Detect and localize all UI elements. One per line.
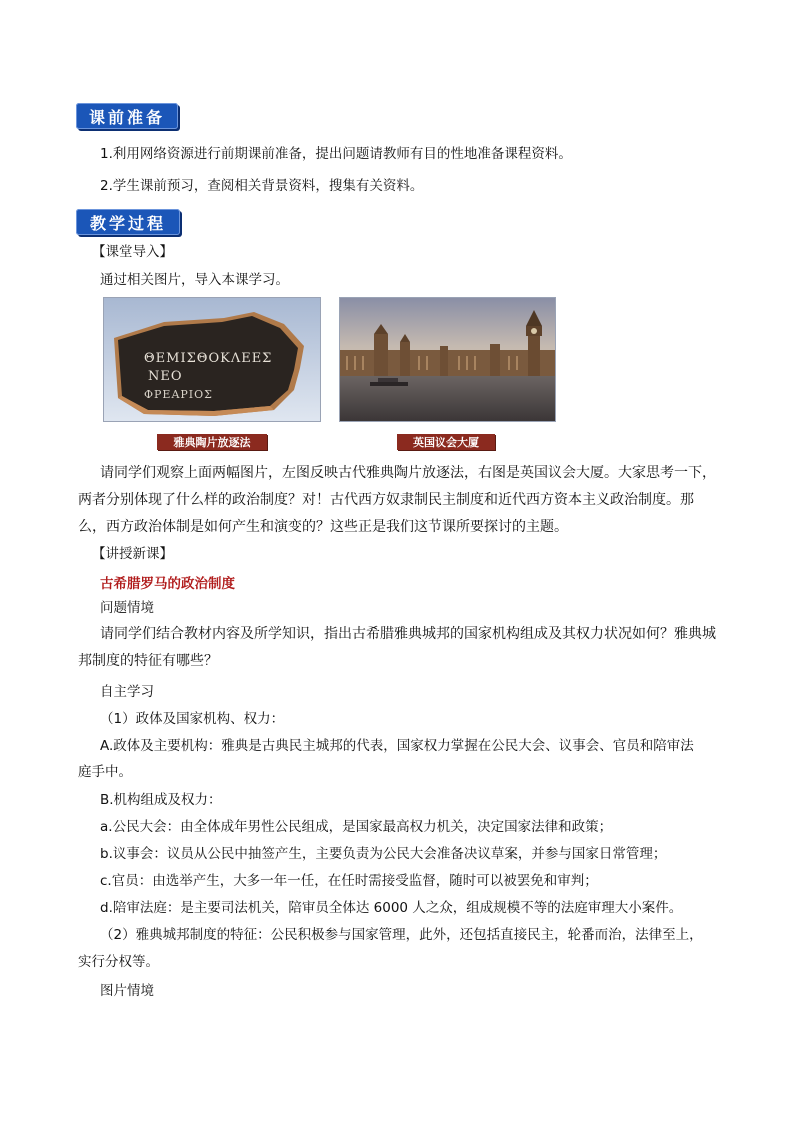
point-b-b: b.议事会：议员从公民中抽签产生，主要负责为公民大会准备决议草案，并参与国家日常管理； [100, 846, 667, 862]
situation-label: 问题情境 [100, 600, 154, 616]
section-badge-process [76, 209, 180, 235]
prep-item-1: 1.利用网络资源进行前期课前准备，提出问题请教师有目的性地准备课程资料。 [100, 146, 572, 162]
intro-heading: 【课堂导入】 [92, 244, 173, 260]
self-study-label: 自主学习 [100, 684, 154, 700]
parliament-image [339, 297, 556, 422]
point-a-line-2: 庭手中。 [78, 764, 132, 780]
section-badge-prep [76, 103, 178, 129]
picture-label: 图片情境 [100, 983, 154, 999]
ostracon-inscription-2: ΝΕΟ [148, 369, 183, 384]
point-b-d: d.陪审法庭：是主要司法机关，陪审员全体达 6000 人之众，组成规模不等的法庭审理大小案件。 [100, 900, 683, 916]
ostracon-caption [157, 434, 267, 450]
ostracon-inscription-3: ΦΡΕΑΡΙΟΣ [144, 388, 213, 401]
point-b: B.机构组成及权力： [100, 792, 222, 808]
intro-paragraph: 请同学们观察上面两幅图片，左图反映古代雅典陶片放逐法，右图是英国议会大厦。大家思考一下，两者分别体现了什么样的政治制度？对！古代西方奴隶制民主制度和近代西方资本主义政治制度。那么，西方政治体制是如何产生和演变的？这些正是我们这节课所要探讨的主题。 [78, 465, 716, 535]
section-title-process: 教学过程 [89, 213, 166, 233]
lesson-heading: 【讲授新课】 [92, 546, 173, 562]
section-title-prep: 课前准备 [88, 107, 165, 127]
parliament-caption-text: 英国议会大厦 [413, 436, 479, 449]
ostracon-image [103, 297, 321, 422]
prep-item-2: 2.学生课前预习，查阅相关背景资料，搜集有关资料。 [100, 178, 424, 194]
parliament-caption [397, 434, 495, 450]
point-b-a: a.公民大会：由全体成年男性公民组成，是国家最高权力机关，决定国家法律和政策； [100, 819, 613, 835]
point-b-c: c.官员：由选举产生，大多一年一任，在任时需接受监督，随时可以被罢免和审判； [100, 873, 598, 889]
point-a-line-1: A.政体及主要机构：雅典是古典民主城邦的代表，国家权力掌握在公民大会、议事会、官员和陪审法 [100, 738, 694, 754]
lesson-question: 请同学们结合教材内容及所学知识，指出古希腊雅典城邦的国家机构组成及其权力状况如何？雅典城邦制度的特征有哪些？ [78, 626, 716, 669]
point-1: （1）政体及国家机构、权力： [100, 711, 285, 727]
intro-text: 通过相关图片，导入本课学习。 [100, 272, 289, 288]
point-2-line-1: （2）雅典城邦制度的特征：公民积极参与国家管理，此外，还包括直接民主，轮番而治，法律至上， [100, 927, 703, 943]
point-2-line-2: 实行分权等。 [78, 954, 159, 970]
ostracon-inscription-1: ΘΕΜΙΣΘΟΚΛΕΕΣ [144, 351, 273, 366]
ostracon-caption-text: 雅典陶片放逐法 [173, 436, 251, 449]
lesson-topic: 古希腊罗马的政治制度 [100, 576, 235, 592]
